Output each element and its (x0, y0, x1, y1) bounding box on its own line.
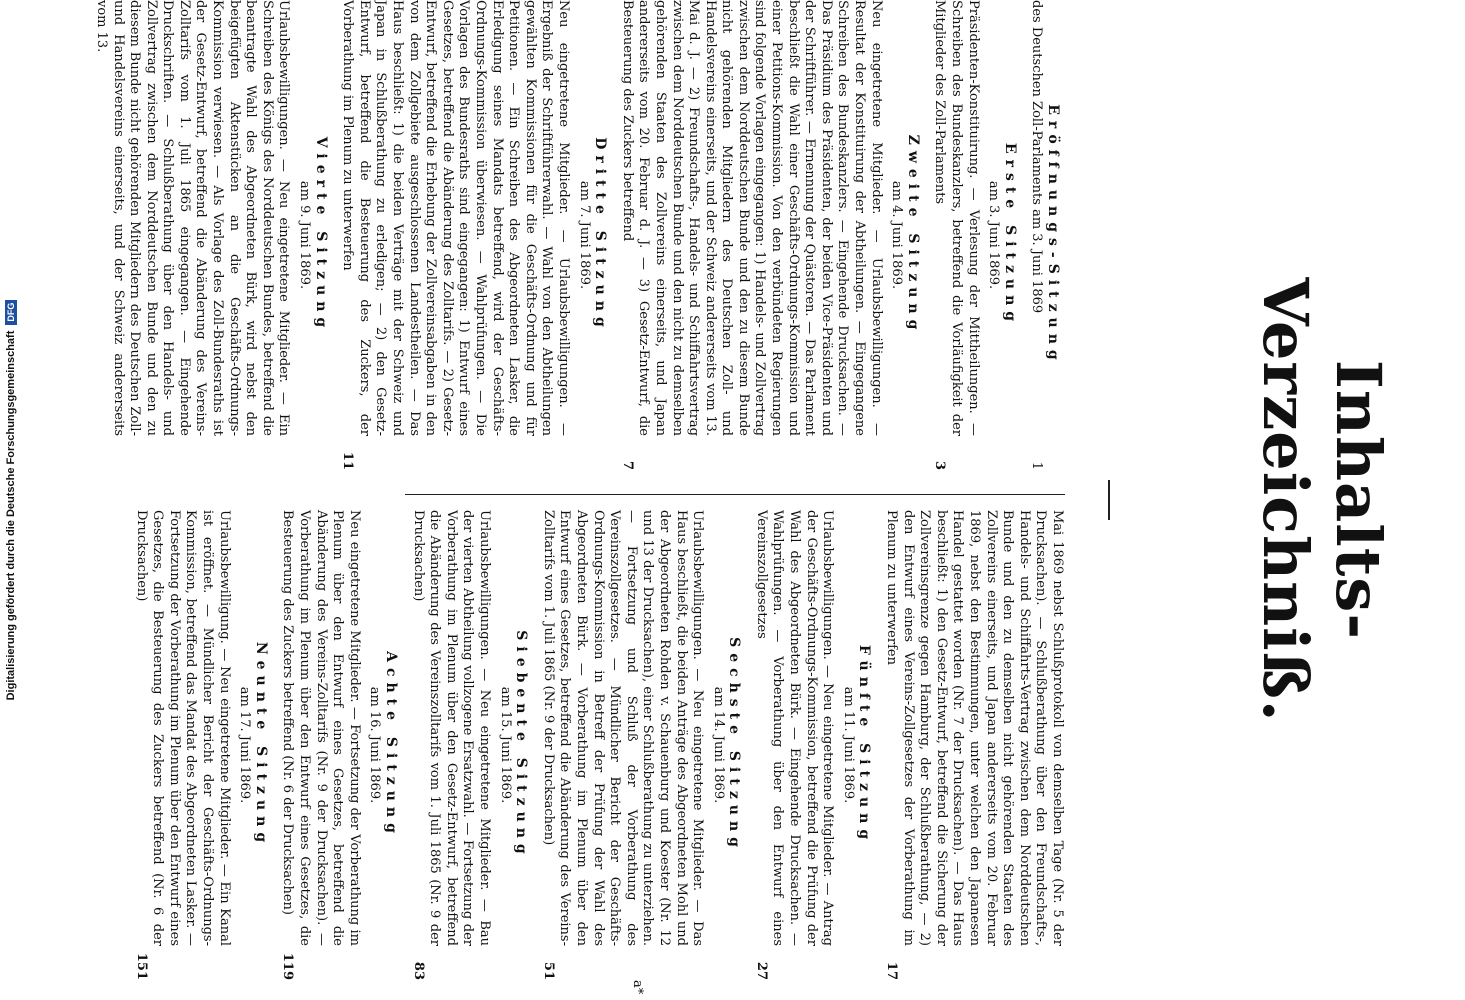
section-heading: Sechste Sitzung (726, 637, 743, 853)
section-date: am 4. Juni 1869. (889, 180, 905, 290)
section-entry (539, 510, 705, 980)
section-1 (931, 0, 1018, 470)
section-date: am 9. Juni 1869. (297, 180, 313, 290)
continuation-page: 17 (884, 961, 900, 980)
section-date: am 7. Juni 1869. (576, 180, 592, 290)
section-entry (92, 0, 291, 470)
section-date: am 15. Juni 1869. (497, 686, 513, 804)
section-heading: Erste Sitzung (1001, 142, 1018, 328)
section-entry (409, 510, 492, 980)
section-date: am 16. Juni 1869. (367, 686, 383, 804)
section-date: am 3. Juni 1869. (986, 180, 1002, 290)
continuation-section (882, 510, 1065, 980)
opening-page: 1 (1029, 461, 1045, 470)
section-4 (92, 0, 328, 470)
right-column (122, 510, 1065, 980)
section-entry (618, 0, 884, 470)
section-page: 3 (932, 460, 948, 470)
section-entry (339, 0, 571, 470)
section-page: 51 (540, 961, 556, 980)
section-page: 27 (753, 961, 769, 980)
section-date: am 14. Juni 1869. (710, 686, 726, 804)
column-divider (405, 494, 1065, 495)
section-8 (279, 510, 399, 980)
section-entry (132, 510, 232, 980)
signature-mark: a* (630, 980, 645, 995)
section-2 (618, 0, 921, 470)
section-3 (339, 0, 609, 470)
section-heading: Dritte Sitzung (592, 137, 609, 333)
page-title: Inhalts-Verzeichniß. (1249, 277, 1395, 723)
section-5 (752, 510, 872, 980)
section-text: Urlaubsbewilligungen. — Neu eingetretene Mitglieder. — Antrag der Geschäfts-Ordnungs-Kommission, betreffend die Prüfung der Wahl des Abgeordneten Bürk. — Eingehende Drucksachen. — Wahlprüfungen. — Vorberathung über den Entwurf eines Vereinszollgesetzes (753, 510, 836, 946)
continuation-text: Mai 1869 nebst Schlußprotokoll von demselben Tage (Nr. 5 der Drucksachen). — Schlußberathung über den Freundschafts-, Handels- und Schiffahrts-Vertrag zwischen dem Norddeutschen Bunde und den zu demselben nicht gehörenden Staaten des Zollvereins einerseits, und Japan andererseits vom 20. Februar 1869, nebst den Bestimmungen, unter welchen den Japanesen Handel gestattet worden (Nr. 7 der Drucksachen). — Das Haus beschließt: 1) den Gesetz-Entwurf, betreffend die Sicherung der Zollvereinsgrenze gegen Hamburg, der Schlußberathung, — 2) den Entwurf eines Vereins-Zollgesetzes der Vorberathung im Plenum zu unterwerfen (884, 510, 1065, 946)
section-text: Urlaubsbewilligungen. — Neu eingetretene Mitglieder. — Bau der vierten Abtheilung vollzogene Ersatzwahl. — Fortsetzung der Vorberathung im Plenum über den Gesetz-Entwurf, betreffend die Abänderung des Vereinszolltarifs vom 1. Juli 1865 (Nr. 9 der Drucksachen) (410, 510, 492, 946)
section-text: Neu eingetretene Mitglieder. — Urlaubsbewilligungen. — Resultat der Konstituirung der Abtheilungen. — Eingegangene Schreiben des Bundeskanzlers. — Eingehende Drucksachen. — Das Präsidium des Präsidenten, der beiden Vice-Präsidenten und der Schriftführer. — Ernennung der Quästoren. — Das Parlament beschließt die Wahl einer Geschäfts-Ordnungs-Kommission und einer Petitions-Kommission. Von den verbündeten Regierungen sind folgende Vorlagen eingegangen: 1) Handels- und Zollvertrag zwischen dem Norddeutschen Bunde und den zu diesem Bunde nicht gehörenden Mitgliedern des Deutschen Zoll- und Handelsvereins einerseits, und der Schweiz andererseits vom 13. Mai d. J. — 2) Freundschafts-, Handels- und Schiffahrtsvertrag zwischen dem Norddeutschen Bunde und den nicht zu demselben gehörenden Staaten des Zollvereins einerseits, und Japan andererseits vom 20. Februar d. J. — 3) Gesetz-Entwurf, die Besteuerung des Zuckers betreffend (619, 0, 884, 436)
section-date: am 17. Juni 1869. (237, 686, 253, 804)
opening-section (1028, 0, 1061, 470)
section-entry (752, 510, 835, 980)
opening-entry (1028, 0, 1045, 470)
section-text: Urlaubsbewilligungen. — Neu eingetretene Mitglieder. — Ein Schreiben des Königs des Norddeutschen Bundes, betreffend die beantragte Wahl des Abgeordneten Bürk, wird nebst den beigefügten Aktenstücken an die Geschäfts-Ordnungs-Kommission verwiesen. — Als Vorlage des Zoll-Bundesraths ist der Gesetz-Entwurf, betreffend die Abänderung des Vereins-Zolltarifs vom 1. Juli 1865 eingegangen. — Eingehende Druckschriften. — Schlußberathung über den Handels- und Zollvertrag zwischen dem Norddeutschen Bunde und den zu diesem Bunde nicht gehörenden Mitgliedern des Deutschen Zoll- und Handelsvereins einerseits, und der Schweiz andererseits vom 13. (93, 0, 292, 436)
opening-heading: Eröffnungs-Sitzung (1045, 104, 1061, 366)
continuation-entry (882, 510, 1065, 980)
section-entry (279, 510, 362, 980)
section-heading: Fünfte Sitzung (856, 644, 873, 846)
section-page: 11 (340, 451, 356, 470)
section-date: am 11. Juni 1869. (840, 686, 856, 804)
opening-text: des Deutschen Zoll-Parlaments am 3. Juni 1869 (1029, 0, 1045, 314)
section-text: Neu eingetretene Mitglieder. — Fortsetzung der Vorberathung im Plenum über den Entwurf eines Gesetzes, betreffend die Abänderung des Vereins-Zolltarifs (Nr. 9 der Drucksachen). — Vorberathung im Plenum über den Entwurf eines Gesetzes, die Besteuerung des Zuckers betreffend (Nr. 6 der Drucksachen) (280, 510, 362, 946)
section-heading: Siebente Sitzung (513, 630, 530, 860)
left-column (82, 0, 1065, 470)
section-6 (539, 510, 742, 980)
section-heading: Achte Sitzung (383, 651, 400, 839)
section-page: 119 (280, 952, 296, 980)
section-heading: Vierte Sitzung (312, 136, 329, 334)
title-rule (1108, 480, 1110, 520)
section-text: Urlaubsbewilligung. — Neu eingetretene Mitglieder. — Ein Kanal ist eröffnet. — Mündlicher Bericht der Geschäfts-Ordnungs-Kommission, betreffend das Mandat des Abgeordneten Lasker. — Fortsetzung der Vorberathung im Plenum über den Entwurf eines Gesetzes, die Besteuerung des Zuckers betreffend (Nr. 6 der Drucksachen) (133, 510, 232, 946)
section-text: Neu eingetretene Mitglieder. — Urlaubsbewilligungen. — Ergebniß der Schriftführerwahl. — Wahl von den Abtheilungen gewählten Kommissionen für die Geschäfts-Ordnung und für Petitionen. — Ein Schreiben des Abgeordneten Lasker, die Erledigung seines Mandats betreffend, wird der Geschäfts-Ordnungs-Kommission überwiesen. — Wahlprüfungen. — Die Vorlagen des Bundesraths sind eingegangen: 1) Entwurf eines Gesetzes, betreffend die Abänderung des Zolltarifs. — 2) Gesetz-Entwurf, betreffend die Erhebung der Zollvereinsabgaben in den von dem Zollgebiete ausgeschlossenen Landestheilen. — Das Haus beschließt: 1) die beiden Verträge mit der Schweiz und Japan in Schlußberathung zu erledigen; — 2) den Gesetz-Entwurf, betreffend die Besteuerung des Zuckers, der Vorberathung im Plenum zu unterwerfen (340, 0, 571, 436)
section-text: Präsidenten-Konstituirung. — Verlesung der Mittheilungen. — Schreiben des Bundeskanzlers, betreffend die Vorläufigkeit der Mitglieder des Zoll-Parlaments (932, 0, 981, 436)
section-page: 151 (133, 952, 149, 980)
digitization-credit: Digitalisierung gefördert durch die Deutsche Forschungsgemeinschaft (5, 330, 17, 701)
section-heading: Zweite Sitzung (904, 134, 921, 336)
section-7 (409, 510, 529, 980)
section-text: Urlaubsbewilligungen. — Neu eingetretene Mitglieder. — Das Haus beschließt, die beiden Anträge des Abgeordneten Mohl und der Abgeordneten Rohden v. Schauenburg und Koester (Nr. 12 und 13 der Drucksachen), einer Schlußberathung zu unterziehen. — Fortsetzung und Schluß der Vorberathung des Vereinszollgesetzes. — Mündlicher Bericht der Geschäfts-Ordnungs-Kommission in Betreff der Prüfung der Wahl des Abgeordneten Bürk. — Vorberathung im Plenum über den Entwurf eines Gesetzes, betreffend die Abänderung des Vereins-Zolltarifs vom 1. Juli 1865 (Nr. 9 der Drucksachen) (540, 510, 706, 946)
section-heading: Neunte Sitzung (252, 641, 269, 849)
section-page: 7 (619, 460, 635, 470)
section-9 (132, 510, 269, 980)
section-page: 83 (410, 961, 426, 980)
dfg-logo: DFG (5, 300, 17, 325)
section-entry (931, 0, 981, 470)
